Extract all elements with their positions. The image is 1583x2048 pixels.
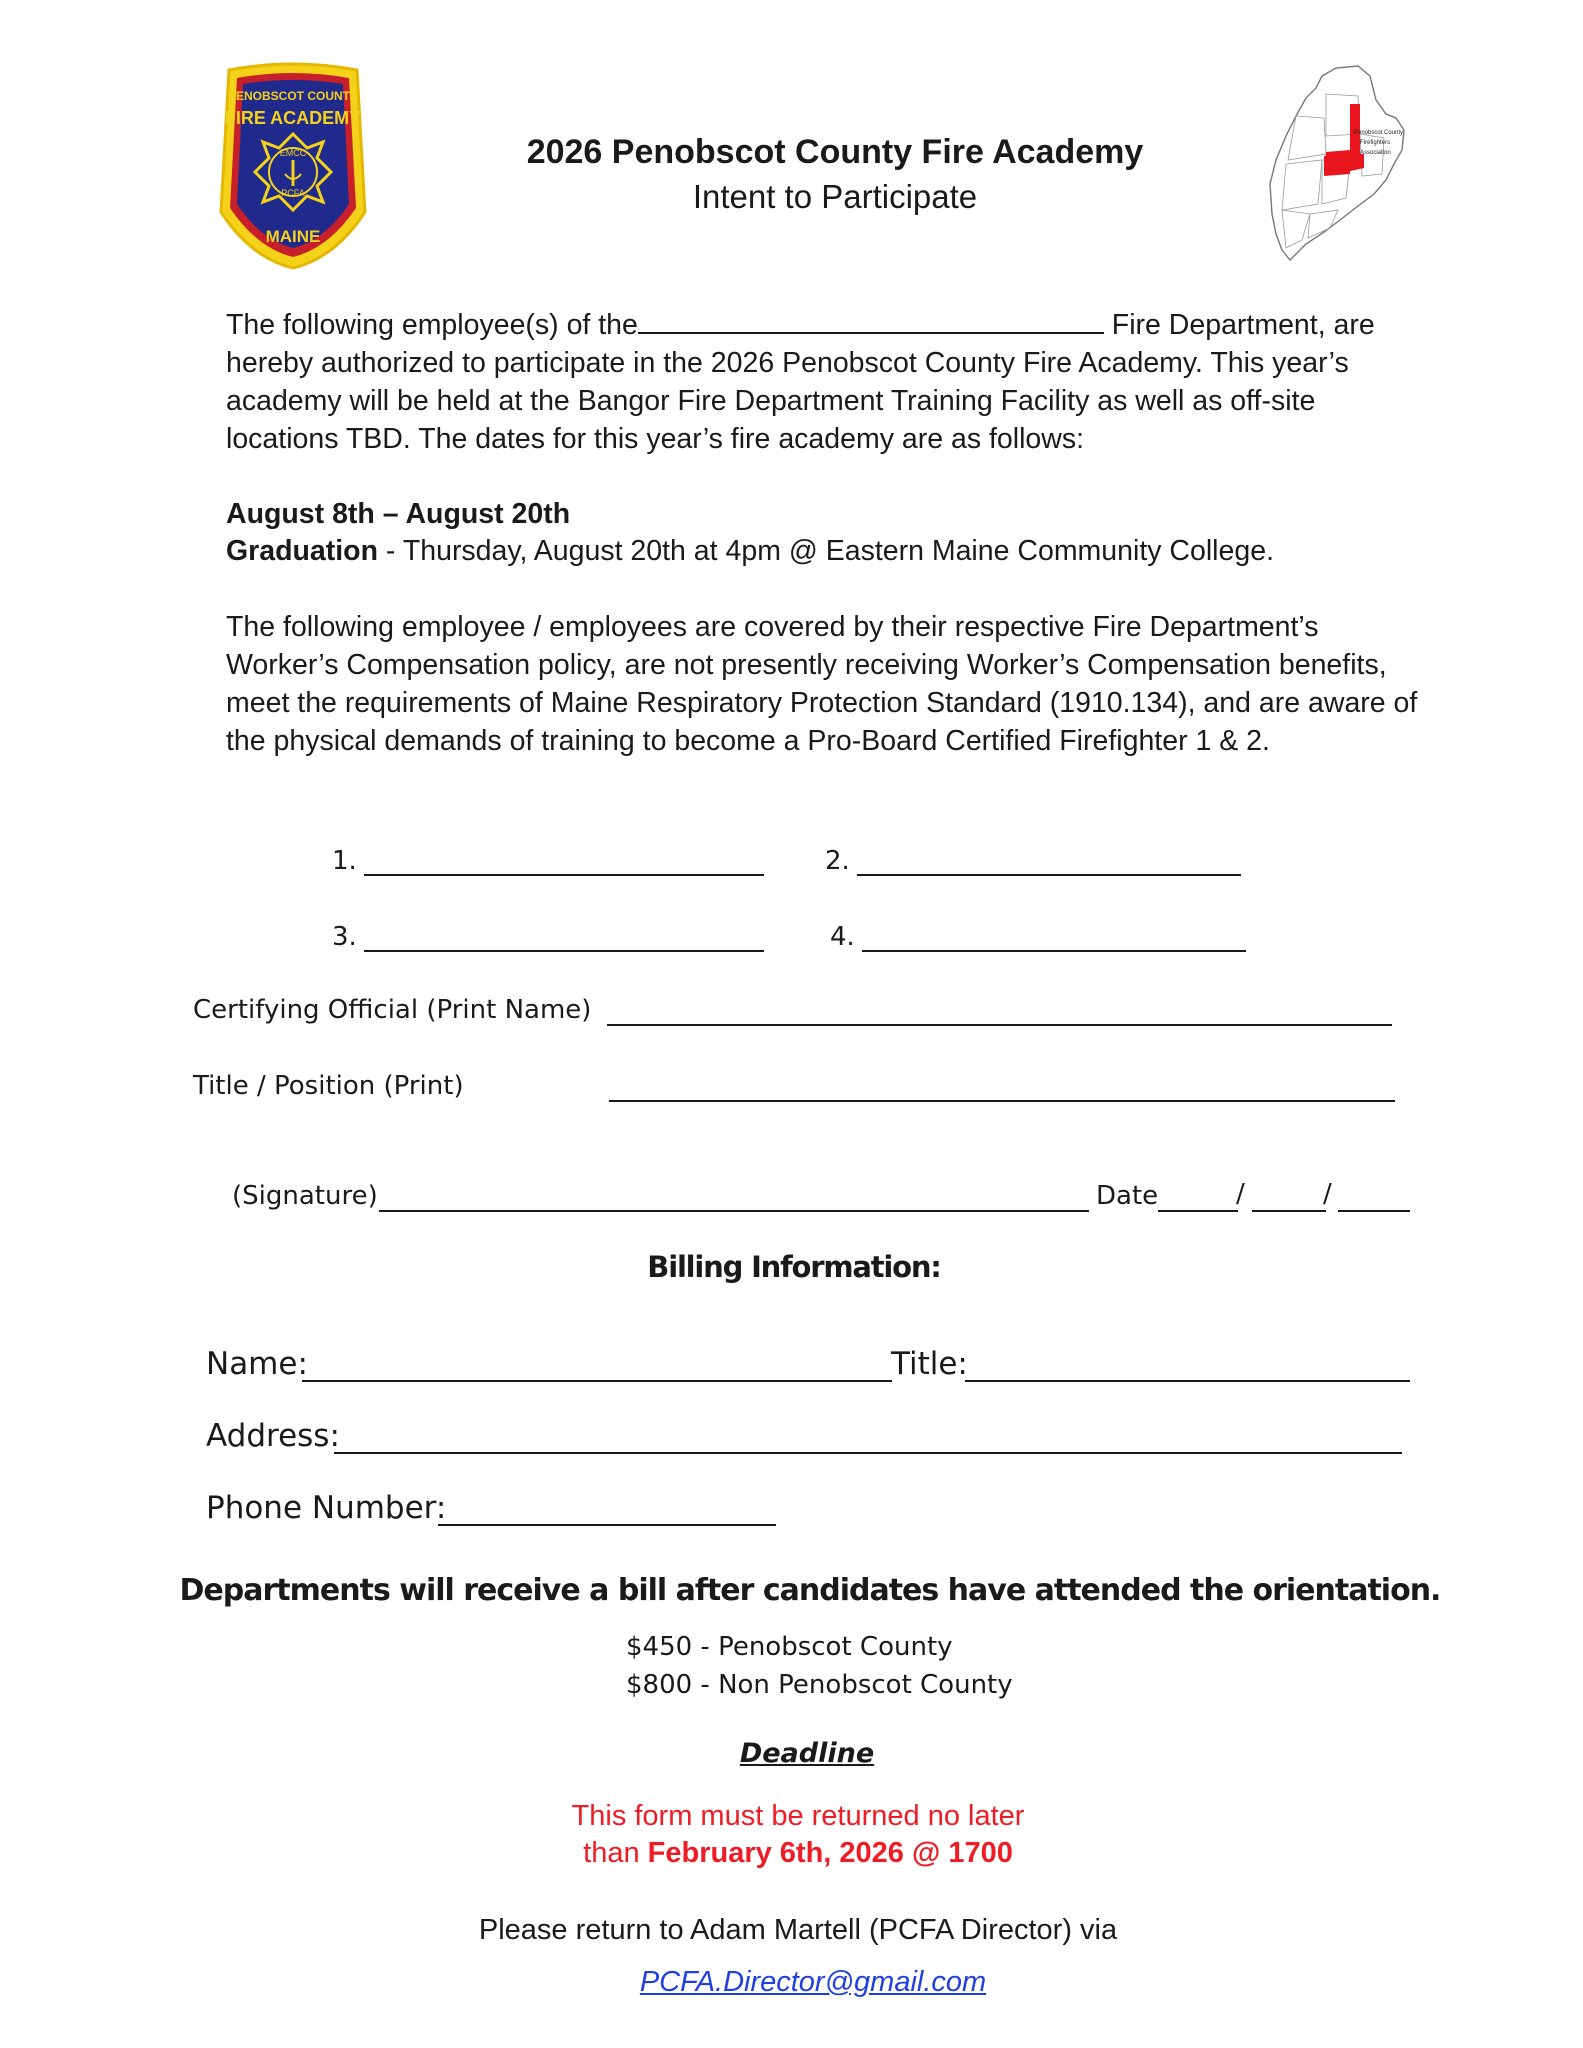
billing-name-label: Name:	[206, 1346, 308, 1382]
coverage-paragraph: The following employee / employees are covered by their respective Fire Department’s Worker’s Compensation policy, are not presently receiving Worker’s Compensation benefits, meet the requirements of Maine Respiratory Protection Standard (1910.134), and are aware of the physical demands of training to become a Pro-Board Certified Firefighter 1 & 2.	[226, 611, 1418, 757]
date-slash-2: /	[1323, 1179, 1332, 1209]
graduation-label: Graduation	[226, 535, 379, 567]
date-year-field[interactable]	[1338, 1210, 1410, 1212]
director-email-link[interactable]: PCFA.Director@gmail.com	[639, 1966, 987, 1998]
billing-notice: Departments will receive a bill after candidates have attended the orientation.	[179, 1573, 1441, 1608]
employee-3-field[interactable]	[364, 950, 764, 952]
title-position-label: Title / Position (Print)	[193, 1071, 464, 1101]
intro-text-part1: The following employee(s) of the	[226, 309, 638, 341]
employee-2-field[interactable]	[857, 874, 1241, 876]
billing-phone-label: Phone Number:	[206, 1490, 447, 1526]
billing-title-field[interactable]	[965, 1380, 1410, 1382]
intro-text-rest: are hereby authorized to participate in the 2026 Penobscot County Fire Academy. This year’s academy will be held at the Bangor Fire Department Training Facility as well as off-site locations TBD. The dates for this year’s fire academy are as follows:	[226, 309, 1375, 455]
graduation-text: - Thursday, August 20th at 4pm @ Eastern Maine Community College.	[378, 535, 1274, 567]
fire-department-name-field[interactable]	[638, 306, 1104, 334]
employee-3-number: 3.	[332, 922, 357, 952]
date-label: Date	[1096, 1181, 1159, 1211]
map-label-3: Association	[1360, 150, 1391, 156]
deadline-heading: Deadline	[739, 1738, 875, 1769]
employee-1-field[interactable]	[364, 874, 764, 876]
employee-4-field[interactable]	[862, 950, 1246, 952]
deadline-date: February 6th, 2026 @ 1700	[647, 1837, 1013, 1869]
map-label-1: Penobscot County	[1354, 130, 1404, 136]
intro-paragraph	[226, 306, 1426, 458]
signature-field[interactable]	[379, 1210, 1089, 1212]
page-title: 2026 Penobscot County Fire Academy	[526, 133, 1144, 171]
page-subtitle: Intent to Participate	[692, 178, 978, 215]
employee-2-number: 2.	[825, 846, 850, 876]
employee-1-number: 1.	[332, 846, 357, 876]
academy-dates: August 8th – August 20th	[226, 498, 571, 530]
deadline-line-2	[0, 1837, 1583, 1870]
employee-4-number: 4.	[830, 922, 855, 952]
fee-non-penobscot: $800 - Non Penobscot County	[626, 1670, 1013, 1700]
map-label-2: Firefighters	[1360, 140, 1391, 146]
billing-address-label: Address:	[206, 1418, 340, 1454]
deadline-line-2-prefix: than	[583, 1837, 648, 1869]
patch-top-text: PENOBSCOT COUNTY	[227, 89, 359, 103]
fee-penobscot: $450 - Penobscot County	[626, 1632, 953, 1662]
title-position-field[interactable]	[609, 1100, 1395, 1102]
patch-emcc-text: EMCC	[279, 148, 307, 158]
certifying-official-field[interactable]	[607, 1024, 1392, 1026]
date-day-field[interactable]	[1252, 1210, 1326, 1212]
deadline-line-1: This form must be returned no later	[571, 1800, 1025, 1832]
patch-pcfa-text: PCFA	[281, 188, 305, 198]
certifying-official-label: Certifying Official (Print Name)	[193, 995, 592, 1025]
billing-phone-field[interactable]	[438, 1524, 776, 1526]
billing-heading: Billing Information:	[647, 1250, 941, 1284]
graduation-info	[226, 535, 1274, 568]
patch-main-text: FIRE ACADEMY	[224, 108, 362, 128]
billing-address-field[interactable]	[334, 1452, 1402, 1454]
billing-name-field[interactable]	[302, 1380, 892, 1382]
billing-title-label: Title:	[891, 1346, 968, 1382]
signature-label: (Signature)	[232, 1181, 378, 1211]
patch-bottom-text: MAINE	[265, 227, 321, 246]
date-month-field[interactable]	[1158, 1210, 1238, 1212]
date-slash-1: /	[1236, 1179, 1245, 1209]
return-instructions: Please return to Adam Martell (PCFA Director) via	[478, 1914, 1118, 1946]
intro-text-part2: Fire Department,	[1103, 309, 1326, 341]
